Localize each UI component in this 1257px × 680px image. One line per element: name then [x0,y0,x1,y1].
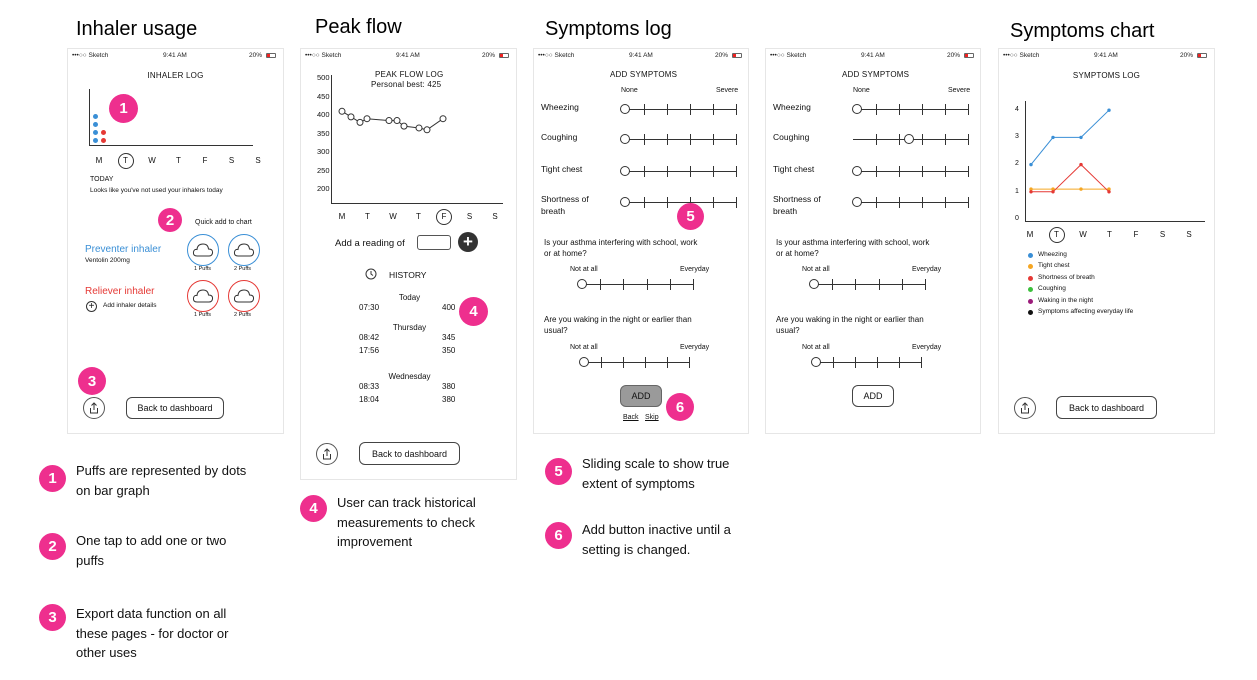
inhaler-log-title: INHALER LOG [147,71,204,80]
graph-x-axis [89,145,253,146]
clock-icon [365,268,377,280]
puff-dot [101,138,106,143]
day-label[interactable]: F [436,209,452,225]
reading-point [386,118,392,124]
clock: 9:41 AM [629,52,653,59]
add-symptoms-title: ADD SYMPTOMS [842,70,910,79]
y-tick: 1 [1015,187,1019,195]
carrier: •••○○ Sketch [770,52,807,59]
day-label[interactable]: T [118,153,134,169]
back-link[interactable]: Back [623,414,639,421]
day-label[interactable]: T [365,212,370,221]
wheezing-point [1079,136,1082,139]
scale-severe-label: Severe [948,87,971,94]
y-tick: 0 [1015,214,1019,222]
badge-1: 1 [109,94,138,123]
symptom-slider[interactable] [853,104,969,114]
reliever-name: Reliever inhaler [85,286,155,297]
slider-knob[interactable] [904,134,914,144]
y-tick: 300 [317,147,330,156]
history-value: 345 [442,333,456,342]
back-to-dashboard-button[interactable]: Back to dashboard [359,442,460,465]
question-label: Is your asthma interfering with school, work [544,238,698,247]
day-label[interactable]: F [202,156,208,165]
cloud-icon [192,288,214,304]
battery-percent: 20% [1180,52,1194,59]
symptom-slider[interactable] [621,134,737,144]
y-tick: 3 [1015,133,1019,141]
legend-swatch [1028,299,1033,304]
carrier: •••○○ Sketch [72,52,109,59]
day-label[interactable]: T [176,156,181,165]
note-text: Export data function on all these pages - for doctor or other uses [76,606,229,660]
legend-label: Shortness of breath [1038,273,1095,281]
symptoms-line-chart [999,49,1215,229]
badge-6: 6 [666,393,694,421]
slider-knob[interactable] [852,104,862,114]
y-tick: 350 [317,128,330,138]
note-text: Puffs are represented by dots on bar graph [76,463,247,498]
battery-percent: 20% [482,52,496,59]
y-tick: 200 [317,184,330,193]
battery-percent: 20% [947,52,961,59]
reading-point [394,118,400,124]
section-title-inhaler: Inhaler usage [76,18,198,40]
question-label: Is your asthma interfering with school, work [776,238,930,247]
y-tick: 500 [317,73,330,82]
two-puff-label: 2 Puffs [234,312,252,318]
note-badge: 6 [545,522,572,549]
puff-dot [93,114,98,119]
peak-flow-line-chart [301,49,517,209]
wheezing-series [1031,110,1109,164]
reading-point [401,123,407,129]
symptom-label: Coughing [773,132,810,142]
note-badge: 2 [39,533,66,560]
legend-label: Waking in the night [1038,296,1094,304]
clock: 9:41 AM [396,52,420,59]
day-label[interactable]: W [389,212,397,221]
legend-label: Tight chest [1038,262,1070,270]
history-time: 18:04 [359,395,380,404]
reliever-one-puff-button[interactable] [187,280,219,312]
history-heading: HISTORY [389,270,427,280]
symptom-label: Shortness of [773,194,821,204]
preventer-name: Preventer inhaler [85,244,162,255]
question-slider[interactable] [580,357,690,367]
status-bar [766,49,980,63]
scale-none-label: None [621,87,638,94]
note-badge: 3 [39,604,66,631]
add-reading-label: Add a reading of [335,238,405,249]
day-label[interactable]: M [95,156,103,165]
question-label: usual? [776,326,800,335]
slider-knob[interactable] [811,357,821,367]
carrier: •••○○ Sketch [305,52,342,59]
history-time: 08:33 [359,382,380,391]
puff-dot [93,130,98,135]
day-label[interactable]: F [1133,230,1139,239]
symptoms-log-title: SYMPTOMS LOG [1072,71,1141,80]
note-text: Add button inactive until a setting is changed. [582,522,731,557]
add-inhaler-details[interactable]: Add inhaler details [103,302,157,309]
symptom-slider[interactable] [621,197,737,207]
note-text: Sliding scale to show true extent of symptoms [582,456,730,491]
symptom-slider[interactable] [853,134,969,144]
badge-4: 4 [459,297,488,326]
legend-label: Symptoms affecting everyday life [1038,308,1134,315]
history-day: Thursday [392,323,427,332]
carrier: •••○○ Sketch [1003,52,1040,59]
symptom-slider[interactable] [621,104,737,114]
slider-knob[interactable] [620,104,630,114]
note-text: User can track historical measurements to check improvement [337,495,476,549]
symptom-slider[interactable] [853,166,969,176]
symptom-label: Coughing [541,132,578,142]
share-icon [321,448,333,460]
history-value: 380 [442,395,456,404]
battery-percent: 20% [249,52,263,59]
cloud-icon [192,242,214,258]
legend-swatch [1028,264,1033,269]
clock: 9:41 AM [163,52,187,59]
day-label[interactable]: S [492,212,498,221]
badge-5: 5 [677,203,704,230]
reading-point [348,114,354,120]
symptom-label: Tight chest [541,164,583,174]
add-symptoms-button[interactable]: ADD [852,385,894,407]
question-slider[interactable] [810,279,926,289]
y-tick: 450 [317,91,330,101]
personal-best: Personal best: 425 [371,80,442,89]
legend-label: Coughing [1038,285,1066,293]
battery-icon [964,53,974,58]
scale-min-label: Not at all [802,266,830,273]
quick-add-label: Quick add to chart [195,219,252,226]
shortness-point [1051,190,1054,193]
usage-message: Looks like you've not used your inhalers today [90,187,223,194]
history-value: 350 [442,346,456,355]
scale-max-label: Everyday [912,344,942,351]
slider-knob[interactable] [620,166,630,176]
one-puff-label: 1 Puffs [194,266,212,272]
wheezing-point [1051,136,1054,139]
legend-swatch [1028,310,1033,315]
puff-dot [101,130,106,135]
slider-knob[interactable] [809,279,819,289]
reading-point [357,119,363,125]
scale-max-label: Everyday [912,266,942,273]
section-title-symptoms-chart: Symptoms chart [1010,20,1155,42]
peak-flow-title: PEAK FLOW LOG [375,70,444,79]
preventer-one-puff-button[interactable] [187,234,219,266]
note-badge: 1 [39,465,66,492]
one-puff-label: 1 Puffs [194,312,212,318]
add-inhaler-icon[interactable]: + [86,301,97,312]
puff-dot [93,138,98,143]
slider-knob[interactable] [620,134,630,144]
clock: 9:41 AM [861,52,885,59]
legend-swatch [1028,276,1033,281]
preventer-two-puff-button[interactable] [228,234,260,266]
battery-icon [732,53,742,58]
wheezing-point [1029,163,1032,166]
note-badge: 5 [545,458,572,485]
reading-point [416,125,422,131]
scale-severe-label: Severe [716,87,739,94]
question-label: Are you waking in the night or earlier than [544,315,692,324]
question-label: or at home? [544,249,587,258]
day-label[interactable]: T [1107,230,1112,239]
y-tick: 2 [1015,160,1019,168]
scale-min-label: Not at all [570,266,598,273]
share-icon [88,402,100,414]
skip-link[interactable]: Skip [645,414,659,421]
question-slider[interactable] [578,279,694,289]
day-label[interactable]: T [1049,227,1065,243]
legend-swatch [1028,253,1033,258]
section-title-peak: Peak flow [315,16,402,38]
add-symptoms-button[interactable]: ADD [620,385,662,407]
battery-percent: 20% [715,52,729,59]
section-title-symptoms-log: Symptoms log [545,18,672,40]
preventer-detail: Ventolin 200mg [85,257,130,264]
note-badge: 4 [300,495,327,522]
puff-dot [93,122,98,127]
back-to-dashboard-button[interactable]: Back to dashboard [1056,396,1157,419]
y-tick: 250 [317,165,330,175]
reliever-two-puff-button[interactable] [228,280,260,312]
y-tick: 400 [317,110,330,119]
day-label[interactable]: T [416,212,421,221]
peak-flow-screen [300,48,517,480]
day-label[interactable]: S [1186,230,1192,239]
day-label[interactable]: S [255,156,261,165]
scale-min-label: Not at all [802,344,830,351]
badge-3: 3 [78,367,106,395]
day-label[interactable]: M [338,212,346,221]
two-puff-label: 2 Puffs [234,266,252,272]
add-symptoms-title: ADD SYMPTOMS [610,70,678,79]
history-day: Wednesday [388,372,431,381]
share-icon [1019,402,1031,414]
battery-icon [266,53,276,58]
add-reading-button[interactable]: + [458,232,478,252]
question-label: Are you waking in the night or earlier than [776,315,924,324]
history-value: 400 [442,303,456,312]
shortness-point [1107,190,1110,193]
symptom-label: breath [541,206,566,216]
history-time: 08:42 [359,333,380,342]
history-value: 380 [442,382,456,391]
back-to-dashboard-button[interactable]: Back to dashboard [126,397,224,419]
export-button[interactable] [1014,397,1036,419]
shortness-point [1029,190,1032,193]
slider-knob[interactable] [852,197,862,207]
slider-knob[interactable] [577,279,587,289]
scale-none-label: None [853,87,870,94]
carrier: •••○○ Sketch [538,52,575,59]
symptoms-chart-screen [998,48,1215,434]
day-label[interactable]: W [1079,230,1087,239]
question-slider[interactable] [812,357,922,367]
badge-2: 2 [158,208,182,232]
day-label[interactable]: S [1159,230,1166,239]
cloud-icon [233,242,255,258]
symptom-slider[interactable] [621,166,737,176]
shortness-point [1079,163,1082,166]
scale-min-label: Not at all [570,344,598,351]
status-bar [68,49,283,63]
symptom-label: breath [773,206,798,216]
reading-point [364,116,370,122]
legend-swatch [1028,287,1033,292]
symptoms-screen-inactive [765,48,981,434]
tight_chest-point [1079,187,1082,190]
history-time: 07:30 [359,303,380,312]
slider-knob[interactable] [579,357,589,367]
today-label: TODAY [90,176,114,183]
export-button[interactable] [316,443,338,465]
reading-point [440,116,446,122]
export-button[interactable] [83,397,105,419]
day-label[interactable]: S [466,212,473,221]
scale-max-label: Everyday [680,344,710,351]
question-label: usual? [544,326,568,335]
note-text: One tap to add one or two puffs [76,533,227,568]
symptom-label: Tight chest [773,164,815,174]
symptom-slider[interactable] [853,197,969,207]
scale-max-label: Everyday [680,266,710,273]
status-bar [534,49,748,63]
reading-point [339,108,345,114]
cloud-icon [233,288,255,304]
day-label[interactable]: S [228,156,235,165]
symptom-label: Wheezing [541,102,579,112]
reading-input[interactable] [417,235,451,250]
symptoms-screen-active [533,48,749,434]
history-day: Today [398,293,421,302]
slider-knob[interactable] [852,166,862,176]
slider-knob[interactable] [620,197,630,207]
clock: 9:41 AM [1094,52,1118,59]
history-time: 17:56 [359,346,380,355]
wheezing-point [1107,109,1110,112]
day-label[interactable]: M [1026,230,1034,239]
graph-y-axis [89,89,90,145]
shortness-series [1031,165,1109,192]
question-label: or at home? [776,249,819,258]
y-tick: 4 [1015,106,1019,113]
day-label[interactable]: W [148,156,156,165]
reading-point [424,127,430,133]
symptom-label: Shortness of [541,194,589,204]
legend-label: Wheezing [1038,251,1067,258]
symptom-label: Wheezing [773,102,811,112]
